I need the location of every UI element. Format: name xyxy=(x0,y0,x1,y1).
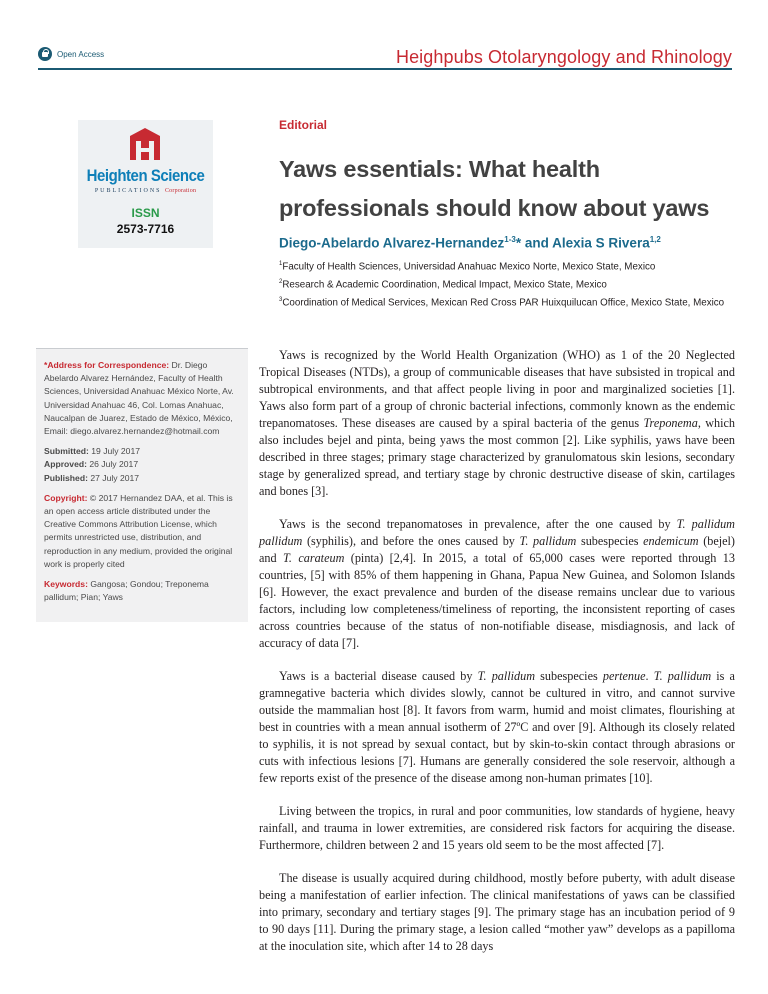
header-rule xyxy=(38,68,732,70)
correspondence: *Address for Correspondence: Dr. Diego Abelardo Alvarez Hernández, Faculty of Health Sciences, Universidad Anahuac México Norte, Av. Universidad Anahuac 46, Col. Lomas Anahuac, Naucalpan de Juarez, Estado de México, México, Email: diego.alvarez.hernandez@hotmail.com xyxy=(44,360,234,437)
body-paragraph: Yaws is a bacterial disease caused by T. pallidum subespecies pertenue. T. pallidum is a gramnegative bacteria which divides slowly, cannot be cultured in vitro, and cannot survive outside the mammalian host [8]. It favors from warm, humid and moist climates, flourishing at best in countries with a mean annual isotherm of 27ºC and over [9]. Although its closely related to syphilis, it is not spread by sexual contact, but by skin-to-skin contact through abrasions or cuts with infectious lesions [7]. Humans are generally considered the sole reservoir, although a few reports exist of the presence of the disease among non-human primates [10]. xyxy=(259,669,735,785)
issn-label: ISSN xyxy=(131,206,160,220)
article-info-sidebar xyxy=(36,348,248,622)
article-type: Editorial xyxy=(279,118,328,132)
open-lock-icon xyxy=(38,47,52,61)
keywords: Keywords: Gangosa; Gondou; Treponema pallidum; Pian; Yaws xyxy=(44,579,209,603)
publisher-logo xyxy=(78,120,213,248)
body-paragraph: Living between the tropics, in rural and poor communities, low standards of hygiene, heavy rainfall, and trauma in lower extremities, are considered risk factors for acquiring the disease. Furthermore, children between 2 and 15 years old seem to be the most affected [7]. xyxy=(259,804,735,852)
body-paragraph: Yaws is the second trepanomatoses in prevalence, after the one caused by T. pallidum pallidum (syphilis), and before the ones caused by T. pallidum subespecies endemicum (bejel) and T. carateum (pinta) [2,4]. In 2015, a total of 65,000 cases were reported through 13 countries, [5] with 85% of them happening in Ghana, Papua New Guinea, and Solomon Islands [6]. However, the exact prevalence and burden of the disease remains unclear due to various factors, including low completeness/timeliness of reporting, the inconsistent reporting of cases across countries because of the status of non-notifiable disease, misdiagnosis, and lack of accuracy of data [7]. xyxy=(259,517,735,650)
article-title: Yaws essentials: What health professionals should know about yaws xyxy=(279,156,710,221)
author-list: Diego-Abelardo Alvarez-Hernandez$^{1-3}$* and Alexia S Rivera$^{1,2}$ xyxy=(279,235,661,251)
publisher-tagline: PUBLICATIONS Corporation xyxy=(94,188,197,194)
affiliation-item: $^2$Research & Academic Coordination, Medical Impact, Mexico State, Mexico xyxy=(279,278,607,291)
body-paragraph: The disease is usually acquired during childhood, mostly before puberty, with adult disease being a manifestation of earlier infection. The clinical manifestations of yaws can be classified into primary, secondary and tertiary stages [9]. The primary stage has an incubation period of 9 to 90 days [11]. During the primary stage, a lesion called “mother yaw” develops as a papilloma at the inoculation site, which after 14 to 28 days xyxy=(259,871,735,953)
body-paragraph: Yaws is recognized by the World Health Organization (WHO) as 1 of the 20 Neglected Tropical Diseases (NTDs), a group of communicable diseases that have subsisted in tropical and subtropical environments, and that affect people living in poor and marginalized societies [1]. Yaws also form part of a group of chronic bacterial infections, commonly known as the endemic trepanomatoses. These diseases are caused by a spiral bacteria of the genus Treponema, which also includes bejel and pinta, being yaws the most common [2]. Like syphilis, yaws have been described in three stages; primary stage characterized by granulomatous skin lesions, secondary stage by generalized spread, and tertiary stage by chronic destructive disease of skin, cartilages and bones [3]. xyxy=(259,348,735,498)
article-dates: Submitted: 19 July 2017 Approved: 26 July 2017 Published: 27 July 2017 xyxy=(44,446,140,483)
journal-title: Heighpubs Otolaryngology and Rhinology xyxy=(395,47,732,67)
publisher-logo-icon xyxy=(125,126,165,166)
affiliations xyxy=(279,257,739,310)
open-access-badge xyxy=(38,47,104,61)
affiliation-item: $^1$Faculty of Health Sciences, Universidad Anahuac Mexico Norte, Mexico State, Mexico xyxy=(279,261,656,273)
copyright-notice: Copyright: © 2017 Hernandez DAA, et al. This is an open access article distributed under the Creative Commons Attribution License, which permits unrestricted use, distribution, and reproduction in any medium, provided the original work is properly cited xyxy=(44,492,233,569)
open-access-label: Open Access xyxy=(57,49,105,59)
article-body xyxy=(259,347,735,971)
author-name: Diego-Abelardo Alvarez-Hernandez xyxy=(279,235,505,251)
publisher-name: Heighten Science xyxy=(86,166,205,185)
author-name: Alexia S Rivera xyxy=(552,235,650,251)
affiliation-item: $^3$Coordination of Medical Services, Mexican Red Cross PAR Huixquilucan Office, Mexico State, Mexico xyxy=(279,296,725,308)
issn-number: 2573-7716 xyxy=(116,222,175,236)
